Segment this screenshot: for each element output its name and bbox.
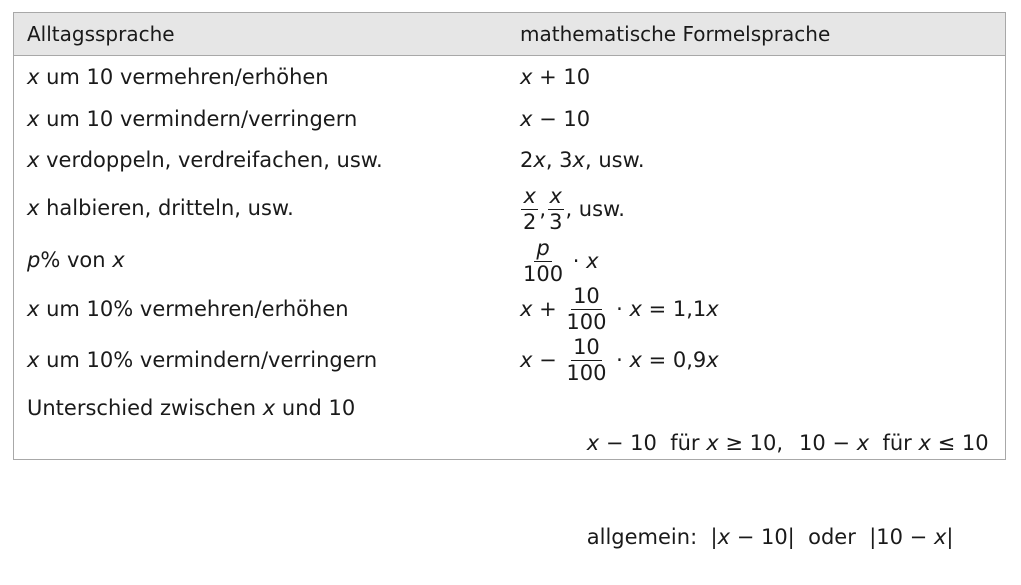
formula-text: , usw.	[565, 197, 625, 221]
variable: x	[718, 525, 730, 549]
fraction-numerator: p	[534, 238, 551, 262]
formula	[520, 236, 1005, 285]
everyday-phrase	[14, 107, 520, 131]
phrase-text: um 10% vermehren/erhöhen	[39, 297, 348, 321]
fraction-denominator: 3	[547, 210, 564, 233]
variable: x	[934, 525, 946, 549]
fraction-numerator: 10	[571, 337, 602, 361]
table-row	[14, 284, 1005, 334]
variable: x	[520, 107, 532, 131]
formula-text: − 10 für	[599, 431, 706, 455]
formula-text: − 10| oder |10 −	[730, 525, 934, 549]
everyday-phrase	[14, 148, 520, 172]
formula-text: allgemein: |	[587, 525, 718, 549]
result: = 0,9	[642, 348, 706, 372]
formula-text: ≥ 10,	[719, 431, 783, 455]
everyday-phrase	[14, 396, 520, 420]
variable: x	[706, 348, 718, 372]
table-header	[14, 13, 1005, 56]
variable: p	[27, 248, 40, 272]
fraction-denominator: 100	[564, 361, 608, 384]
multiply-dot: ·	[609, 348, 629, 372]
variable: x	[587, 431, 599, 455]
formula	[520, 65, 1005, 89]
variable: x	[706, 431, 718, 455]
table-row	[14, 386, 1005, 464]
formula	[520, 286, 1005, 333]
multiply-dot: ·	[566, 249, 586, 273]
variable: x	[263, 396, 275, 420]
fraction-numerator: x	[521, 186, 537, 210]
variable: x	[520, 297, 532, 321]
phrase-text: um 10 vermindern/verringern	[39, 107, 357, 131]
phrase-text: % von	[40, 248, 112, 272]
formula	[520, 337, 1005, 384]
formula-text: , 3	[546, 148, 573, 172]
variable: x	[919, 431, 931, 455]
table-row	[14, 56, 1005, 98]
variable: x	[706, 297, 718, 321]
result: = 1,1	[642, 297, 706, 321]
fraction-denominator: 2	[521, 210, 538, 233]
phrase-text: verdoppeln, verdreifachen, usw.	[39, 148, 382, 172]
fraction-denominator: 100	[521, 262, 565, 285]
variable: x	[27, 297, 39, 321]
variable: x	[27, 348, 39, 372]
formula	[520, 396, 1005, 585]
variable: x	[27, 148, 39, 172]
variable: x	[27, 107, 39, 131]
formula-text: 2	[520, 148, 533, 172]
variable: x	[520, 348, 532, 372]
table-row	[14, 140, 1005, 180]
formula	[520, 184, 1005, 233]
formula	[520, 148, 1005, 172]
phrase-text: und 10	[275, 396, 355, 420]
translation-table	[13, 12, 1006, 460]
everyday-phrase	[14, 248, 520, 272]
multiply-dot: ·	[609, 297, 629, 321]
table-row	[14, 180, 1005, 236]
everyday-phrase	[14, 348, 520, 372]
variable: x	[112, 248, 124, 272]
variable: x	[27, 65, 39, 89]
variable: x	[27, 196, 39, 220]
phrase-text: um 10 vermehren/erhöhen	[39, 65, 328, 89]
operator: +	[532, 297, 563, 321]
formula-line-general	[520, 491, 1005, 585]
everyday-phrase	[14, 196, 520, 220]
phrase-text: um 10% vermindern/verringern	[39, 348, 377, 372]
variable: x	[857, 431, 869, 455]
fraction-numerator: 10	[571, 286, 602, 310]
separator: ,	[539, 197, 546, 221]
variable: x	[520, 65, 532, 89]
everyday-phrase	[14, 297, 520, 321]
phrase-text: Unterschied zwischen	[27, 396, 263, 420]
fraction	[564, 286, 608, 333]
fraction	[521, 238, 565, 285]
fraction	[564, 337, 608, 384]
variable: x	[586, 249, 598, 273]
header-everyday-language: Alltagssprache	[14, 22, 520, 46]
variable: x	[630, 348, 642, 372]
header-formula-language: mathematische Formelsprache	[520, 22, 1005, 46]
operator: −	[532, 348, 563, 372]
variable: x	[533, 148, 545, 172]
formula	[520, 107, 1005, 131]
table-row	[14, 334, 1005, 386]
fraction	[547, 186, 564, 233]
formula-text: 10 −	[799, 431, 857, 455]
formula-text: − 10	[532, 107, 590, 131]
fraction	[521, 186, 538, 233]
fraction-denominator: 100	[564, 310, 608, 333]
table-row	[14, 98, 1005, 140]
formula-text: + 10	[532, 65, 590, 89]
formula-text: , usw.	[585, 148, 645, 172]
formula-text: für	[869, 431, 918, 455]
formula-text: |	[946, 525, 953, 549]
formula-line-cases	[520, 396, 1005, 491]
fraction-numerator: x	[548, 186, 564, 210]
phrase-text: halbieren, dritteln, usw.	[39, 196, 293, 220]
variable: x	[573, 148, 585, 172]
table-row	[14, 236, 1005, 284]
variable: x	[630, 297, 642, 321]
formula-text: ≤ 10	[931, 431, 989, 455]
everyday-phrase	[14, 65, 520, 89]
